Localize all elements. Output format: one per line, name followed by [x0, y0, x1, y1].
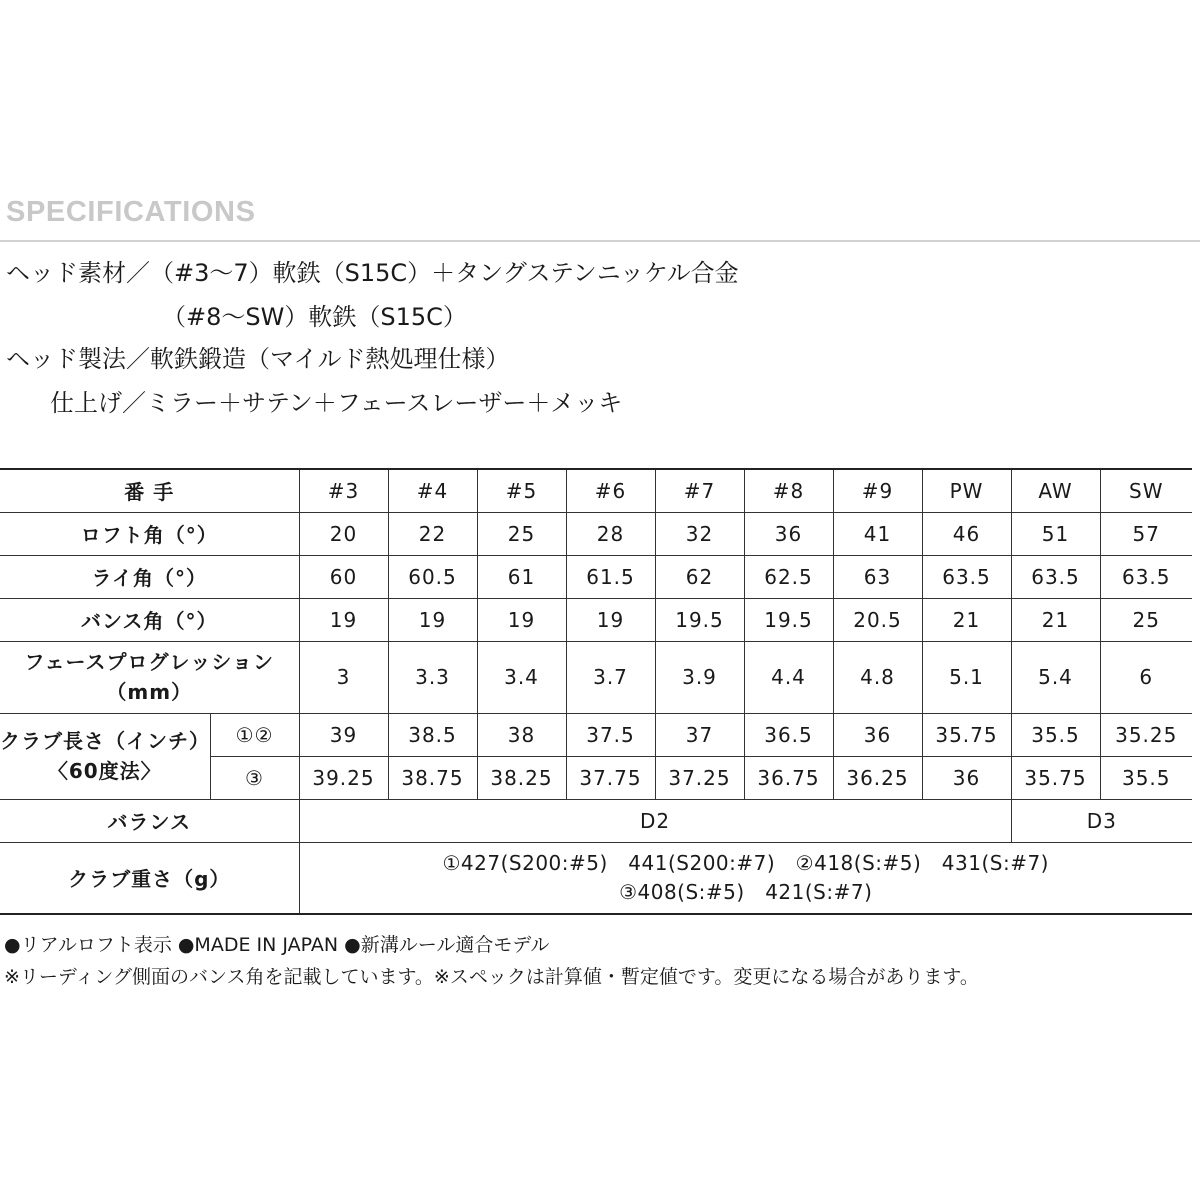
progression-cell: 3.3	[388, 641, 477, 713]
length-label-line1: クラブ長さ（インチ）	[0, 729, 210, 753]
loft-cell: 25	[477, 512, 566, 555]
row-label-length	[0, 713, 210, 799]
length-cell: 39.25	[299, 756, 388, 799]
table-row-loft	[0, 512, 1192, 555]
length-cell: 37.5	[566, 713, 655, 756]
length-label-line2: 〈60度法〉	[47, 759, 162, 783]
length-cell: 36	[833, 713, 922, 756]
spec-table	[0, 468, 1192, 915]
club-header: SW	[1100, 469, 1192, 512]
bounce-cell: 19.5	[655, 598, 744, 641]
finish-line: 仕上げ／ミラー＋サテン＋フェースレーザー＋メッキ	[50, 389, 623, 417]
progression-cell: 3	[299, 641, 388, 713]
section-heading: SPECIFICATIONS	[6, 196, 256, 228]
table-row-lie	[0, 555, 1192, 598]
club-header: #7	[655, 469, 744, 512]
progression-label-line1: フェースプログレッション	[24, 650, 274, 674]
row-label-progression	[0, 641, 299, 713]
loft-cell: 36	[744, 512, 833, 555]
weight-line-2: ③408(S:#5) 421(S:#7)	[619, 879, 873, 904]
bounce-cell: 19.5	[744, 598, 833, 641]
bounce-cell: 19	[477, 598, 566, 641]
progression-cell: 6	[1100, 641, 1192, 713]
bounce-cell: 19	[566, 598, 655, 641]
table-row-weight	[0, 842, 1192, 914]
length-cell: 38.5	[388, 713, 477, 756]
loft-cell: 51	[1011, 512, 1100, 555]
length-sub-label: ③	[210, 756, 299, 799]
table-row-bounce	[0, 598, 1192, 641]
head-material-line: ヘッド素材／（#3〜7）軟鉄（S15C）＋タングステンニッケル合金	[6, 259, 739, 287]
length-cell: 39	[299, 713, 388, 756]
loft-cell: 41	[833, 512, 922, 555]
weight-line-1: ①427(S200:#5) 441(S200:#7) ②418(S:#5) 431(S:#7)	[442, 850, 1049, 875]
weight-cell	[299, 842, 1192, 914]
length-cell: 36	[922, 756, 1011, 799]
club-header: AW	[1011, 469, 1100, 512]
progression-cell: 4.8	[833, 641, 922, 713]
length-cell: 35.75	[922, 713, 1011, 756]
table-row-progression	[0, 641, 1192, 713]
length-cell: 36.5	[744, 713, 833, 756]
lie-cell: 61.5	[566, 555, 655, 598]
loft-cell: 20	[299, 512, 388, 555]
length-cell: 35.25	[1100, 713, 1192, 756]
loft-cell: 22	[388, 512, 477, 555]
lie-cell: 62	[655, 555, 744, 598]
lie-cell: 61	[477, 555, 566, 598]
row-label-club-number: 番 手	[0, 469, 299, 512]
table-row-balance	[0, 799, 1192, 842]
row-label-weight: クラブ重さ（g）	[0, 842, 299, 914]
length-cell: 37	[655, 713, 744, 756]
club-header: #9	[833, 469, 922, 512]
lie-cell: 63.5	[1011, 555, 1100, 598]
loft-cell: 32	[655, 512, 744, 555]
table-row-club-number	[0, 469, 1192, 512]
progression-cell: 5.1	[922, 641, 1011, 713]
feature-note: ●リアルロフト表示 ●MADE IN JAPAN ●新溝ルール適合モデル	[4, 934, 550, 956]
bounce-cell: 21	[1011, 598, 1100, 641]
club-header: #8	[744, 469, 833, 512]
length-sub-label: ①②	[210, 713, 299, 756]
head-material-line-2: （#8〜SW）軟鉄（S15C）	[162, 303, 467, 331]
length-cell: 36.25	[833, 756, 922, 799]
loft-cell: 46	[922, 512, 1011, 555]
lie-cell: 63.5	[922, 555, 1011, 598]
progression-cell: 3.7	[566, 641, 655, 713]
length-cell: 38.25	[477, 756, 566, 799]
bounce-cell: 21	[922, 598, 1011, 641]
bounce-cell: 19	[388, 598, 477, 641]
disclaimer-note: ※リーディング側面のバンス角を記載しています。※スペックは計算値・暫定値です。変更になる場合があります。	[4, 966, 979, 988]
head-method-line: ヘッド製法／軟鉄鍛造（マイルド熱処理仕様）	[6, 345, 510, 373]
heading-divider	[0, 240, 1200, 242]
row-label-balance: バランス	[0, 799, 299, 842]
progression-cell: 3.4	[477, 641, 566, 713]
balance-cell-d3: D3	[1011, 799, 1192, 842]
length-cell: 37.75	[566, 756, 655, 799]
table-row-length-a	[0, 713, 1192, 756]
club-header: PW	[922, 469, 1011, 512]
balance-cell-d2: D2	[299, 799, 1011, 842]
length-cell: 37.25	[655, 756, 744, 799]
club-header: #5	[477, 469, 566, 512]
lie-cell: 60.5	[388, 555, 477, 598]
club-header: #4	[388, 469, 477, 512]
club-header: #3	[299, 469, 388, 512]
bounce-cell: 25	[1100, 598, 1192, 641]
loft-cell: 28	[566, 512, 655, 555]
club-header: #6	[566, 469, 655, 512]
lie-cell: 60	[299, 555, 388, 598]
progression-label-line2: （mm）	[106, 680, 193, 704]
lie-cell: 63	[833, 555, 922, 598]
length-cell: 38.75	[388, 756, 477, 799]
row-label-loft: ロフト角（°）	[0, 512, 299, 555]
row-label-bounce: バンス角（°）	[0, 598, 299, 641]
row-label-lie: ライ角（°）	[0, 555, 299, 598]
progression-cell: 5.4	[1011, 641, 1100, 713]
progression-cell: 3.9	[655, 641, 744, 713]
length-cell: 38	[477, 713, 566, 756]
loft-cell: 57	[1100, 512, 1192, 555]
progression-cell: 4.4	[744, 641, 833, 713]
lie-cell: 62.5	[744, 555, 833, 598]
bounce-cell: 20.5	[833, 598, 922, 641]
lie-cell: 63.5	[1100, 555, 1192, 598]
length-cell: 36.75	[744, 756, 833, 799]
length-cell: 35.5	[1100, 756, 1192, 799]
length-cell: 35.5	[1011, 713, 1100, 756]
bounce-cell: 19	[299, 598, 388, 641]
length-cell: 35.75	[1011, 756, 1100, 799]
